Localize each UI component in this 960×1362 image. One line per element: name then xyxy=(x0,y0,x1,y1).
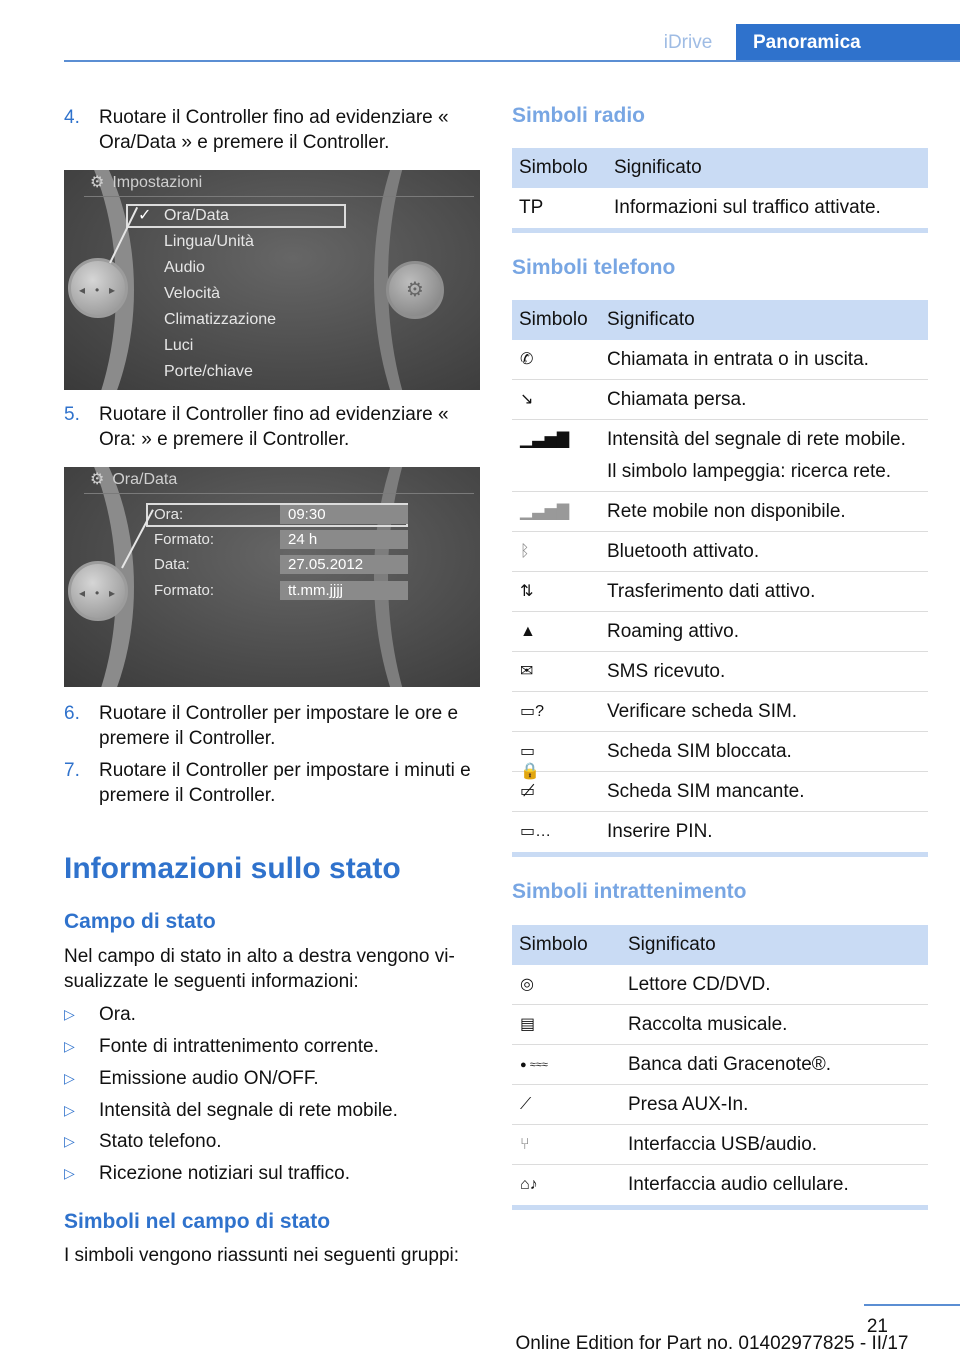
disc-icon: ◎ xyxy=(520,976,534,993)
gracenote-icon: ● ≈≈≈ xyxy=(520,1059,548,1071)
table-row: ✆ Chiamata in entrata o in uscita. xyxy=(512,340,928,380)
table-row: ✉ SMS ricevuto. xyxy=(512,652,928,692)
step-4: 4. Ruotare il Controller fino ad evidenziare « Ora/Data » e premere il Controller. xyxy=(64,107,449,153)
data-transfer-icon: ⇅ xyxy=(520,583,534,600)
table-row: TP Informazioni sul traffico attivate. xyxy=(519,197,881,218)
table-row: ▭? Verificare scheda SIM. xyxy=(512,692,928,732)
usb-icon: ⑂ xyxy=(520,1136,530,1153)
paragraph: I simboli vengono riassunti nei seguenti gruppi: xyxy=(64,1245,460,1266)
tab-panoramica[interactable]: Panoramica xyxy=(736,24,960,62)
signal-bars-icon: ▁▃▅▇ xyxy=(520,431,570,448)
edition-footer: Online Edition for Part no. 01402977825 - II/17 xyxy=(515,1333,909,1354)
sim-check-icon: ▭? xyxy=(520,703,545,720)
music-collection-icon: ▤ xyxy=(520,1016,536,1033)
bullet-item: ▷ Fonte di intrattenimento corrente. xyxy=(64,1036,379,1057)
phone-audio-icon: ⌂♪ xyxy=(520,1176,538,1193)
radio-symbols-title: Simboli radio xyxy=(512,104,646,127)
sim-locked-icon: ▭🔒 xyxy=(520,743,540,780)
section-title: Informazioni sullo stato xyxy=(64,852,401,885)
sim-missing-icon: ▭̸ xyxy=(520,783,536,800)
bluetooth-icon: ᛒ xyxy=(520,543,530,560)
bullet-item: ▷ Stato telefono. xyxy=(64,1131,222,1152)
page-number: 21 xyxy=(866,1316,888,1337)
controller-knob-icon: ◂ • ▸ xyxy=(68,561,128,621)
bullet-item: ▷ Intensità del segnale di rete mobile. xyxy=(64,1100,398,1121)
phone-handset-icon: ✆ xyxy=(520,351,534,368)
controller-knob-icon: ◂ • ▸ xyxy=(68,258,128,318)
gear-icon: ⚙ xyxy=(90,174,105,191)
footer-rule xyxy=(864,1304,960,1306)
menu-item: Lingua/Unità xyxy=(164,233,254,250)
table-row: ↘ Chiamata persa. xyxy=(512,380,928,420)
table-row: ⑂ Interfaccia USB/audio. xyxy=(512,1125,928,1165)
subsection-title: Simboli nel campo di stato xyxy=(64,1210,331,1233)
pin-entry-icon: ▭… xyxy=(520,823,552,840)
check-icon: ✓ xyxy=(138,207,152,224)
step-5: 5. Ruotare il Controller fino ad evidenziare « Ora: » e premere il Controller. xyxy=(64,404,449,450)
menu-item: Audio xyxy=(164,259,205,276)
highlight-frame xyxy=(126,204,346,228)
table-row: ▭̸ Scheda SIM mancante. xyxy=(512,772,928,812)
roaming-triangle-icon: ▲ xyxy=(520,623,536,640)
missed-call-icon: ↘ xyxy=(520,391,534,408)
menu-item: Porte/chiave xyxy=(164,363,253,380)
step-6: 6. Ruotare il Controller per impostare le ore e premere il Controller. xyxy=(64,703,459,749)
gear-knob-icon: ⚙ xyxy=(386,261,444,319)
radio-symbols-table: Simbolo Significato TP Informazioni sul traffico attivate. xyxy=(512,148,928,233)
phone-symbols-title: Simboli telefono xyxy=(512,256,676,279)
table-row: ▁▃▅▇ Intensità del segnale di rete mobile. Il simbolo lampeggia: ricerca rete. xyxy=(512,420,928,492)
table-row: ⟋ Presa AUX-In. xyxy=(512,1085,928,1125)
envelope-icon: ✉ xyxy=(520,663,534,680)
tab-idrive[interactable]: iDrive xyxy=(663,32,713,53)
table-row: ◎ Lettore CD/DVD. xyxy=(512,965,928,1005)
step-7: 7. Ruotare il Controller per impostare i minuti e premere il Controller. xyxy=(64,760,471,806)
table-row: ᛒ Bluetooth attivato. xyxy=(512,532,928,572)
phone-symbols-table: Simbolo Significato ✆ Chiamata in entrata o in uscita. ↘ Chiamata persa. ▁▃▅▇ Intensità del segnale di rete mobile. Il simbolo lampeggia: ricerca rete. ▁▃▅▇ Rete mobile non disponibile. ᛒ Bluetooth attivato. ⇅ Trasferimento dati attivo. ▲ Roaming attivo. ✉ SMS ricevuto. ▭? Verificare scheda SIM. ▭🔒 Scheda SIM bloccata. ▭̸ Scheda SIM mancante. ▭… Inserire PIN. xyxy=(512,300,928,857)
subsection-title: Campo di stato xyxy=(64,910,216,933)
table-row: ▭🔒 Scheda SIM bloccata. xyxy=(512,732,928,772)
signal-bars-empty-icon: ▁▃▅▇ xyxy=(520,503,570,520)
menu-item: Ora/Data xyxy=(164,207,229,224)
date-time-screen-image: ◂ • ▸ ⚙ Ora/Data Ora: 09:30 Formato: 24 h Data: 27.05.2012 Formato: tt.mm.jjjj xyxy=(64,467,480,687)
bullet-item: ▷ Emissione audio ON/OFF. xyxy=(64,1068,319,1089)
table-row: ▲ Roaming attivo. xyxy=(512,612,928,652)
aux-plug-icon: ⟋ xyxy=(520,1096,532,1113)
menu-item: Velocità xyxy=(164,285,221,302)
settings-screen-image: ◂ • ▸ ⚙ ⚙ Impostazioni ✓ Ora/Data Lingua/Unità Audio Velocità Climatizzazione Luci Porte/chiave xyxy=(64,170,480,390)
menu-item: Luci xyxy=(164,337,194,354)
table-row: ● ≈≈≈ Banca dati Gracenote®. xyxy=(512,1045,928,1085)
menu-item: Climatizzazione xyxy=(164,311,277,328)
gear-icon: ⚙ xyxy=(90,471,105,488)
paragraph: Nel campo di stato in alto a destra vengono vi‐sualizzate le seguenti informazioni: xyxy=(64,946,455,992)
table-row: ▤ Raccolta musicale. xyxy=(512,1005,928,1045)
bullet-item: ▷ Ricezione notiziari sul traffico. xyxy=(64,1163,350,1184)
entertainment-symbols-table: Simbolo Significato ◎ Lettore CD/DVD. ▤ Raccolta musicale. ● ≈≈≈ Banca dati Gracenote®. ⟋ Presa AUX-In. ⑂ Interfaccia USB/audio. ⌂♪ Interfaccia audio cellulare. xyxy=(512,925,928,1210)
entertainment-symbols-title: Simboli intrattenimento xyxy=(512,880,747,903)
table-row: ⌂♪ Interfaccia audio cellulare. xyxy=(520,1174,849,1195)
bullet-item: ▷ Ora. xyxy=(64,1004,136,1025)
table-row: ▁▃▅▇ Rete mobile non disponibile. xyxy=(512,492,928,532)
header-rule xyxy=(64,60,960,62)
table-row: ⇅ Trasferimento dati attivo. xyxy=(512,572,928,612)
table-row: ▭… Inserire PIN. xyxy=(520,821,713,842)
